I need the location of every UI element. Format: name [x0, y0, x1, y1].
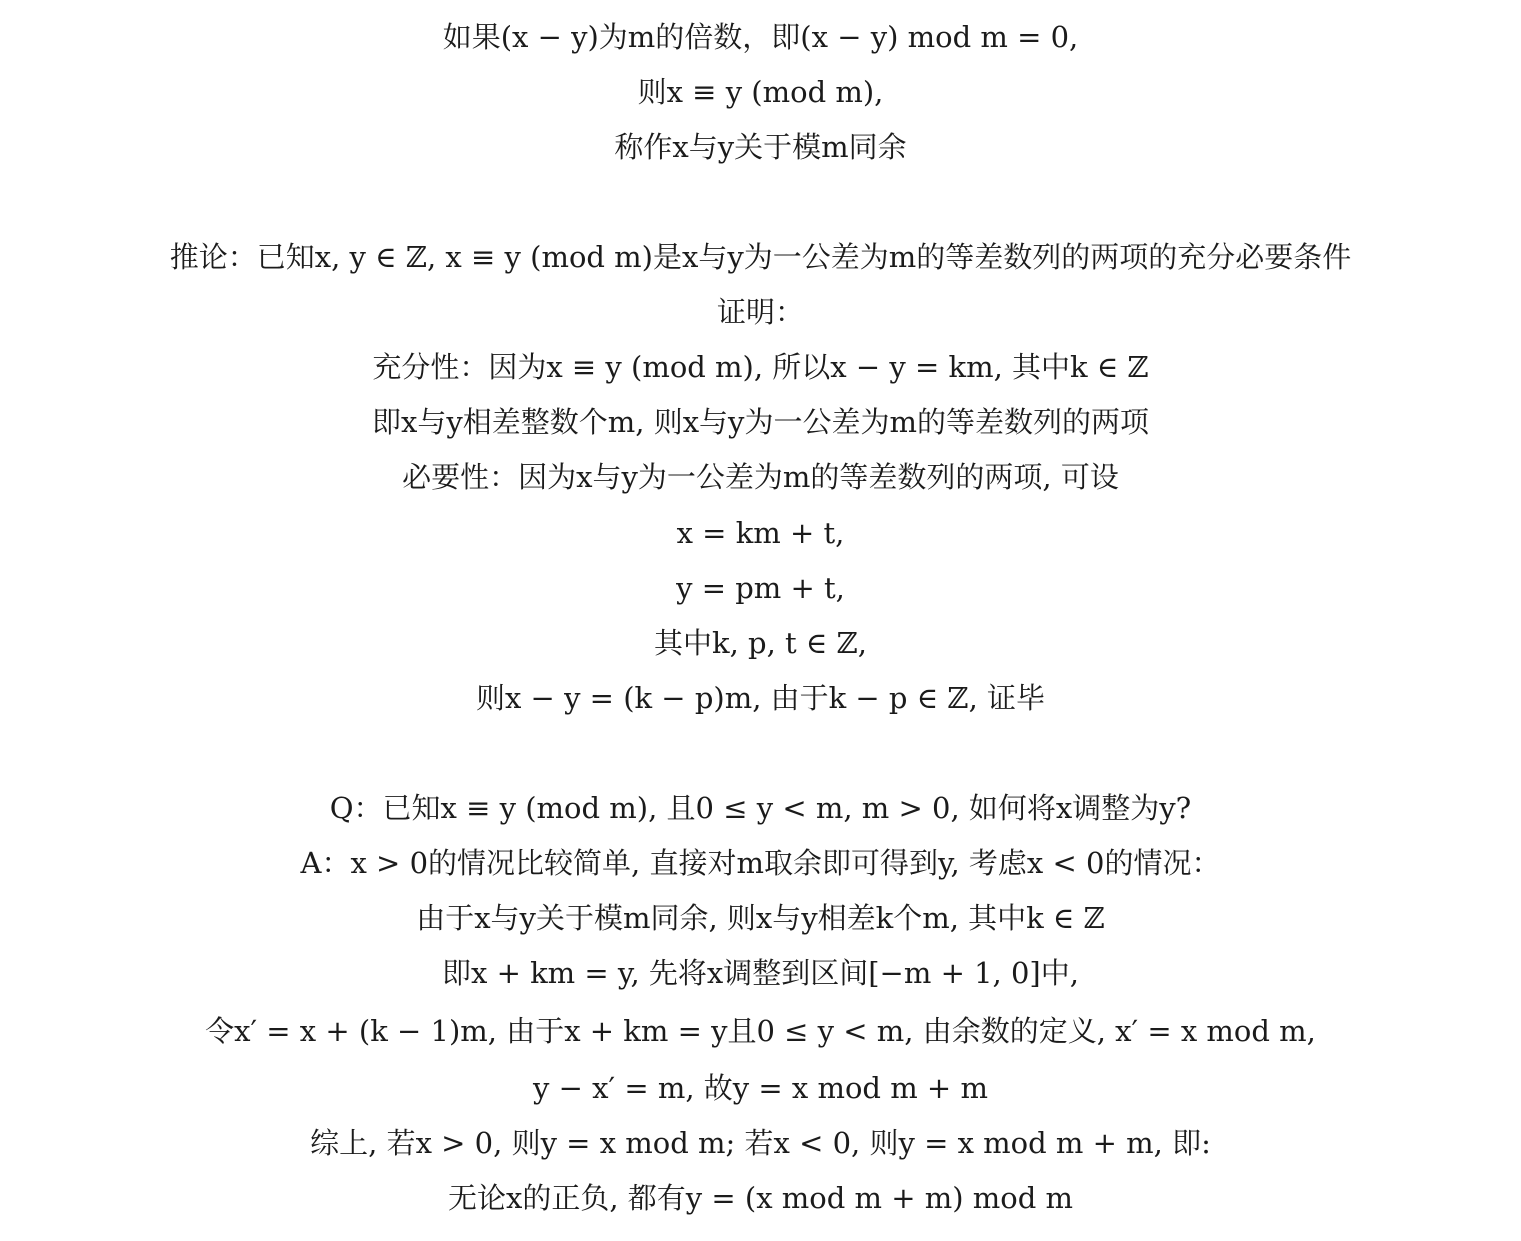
answer-line-4: 令x′ = x + (k − 1)m, 由于x + km = y且0 ≤ y < m, 由余数的定义, x′ = x mod m, — [205, 1014, 1316, 1048]
corollary-statement: 推论：已知x, y ∈ ℤ, x ≡ y (mod m)是x与y为一公差为m的等差数列的两项的充分必要条件 — [169, 240, 1352, 274]
necessity-line-1: 必要性：因为x与y为一公差为m的等差数列的两项, 可设 — [402, 460, 1119, 494]
necessity-equation-y: y = pm + t, — [676, 571, 845, 605]
proof-heading: 证明： — [716, 295, 804, 329]
answer-line-5: y − x′ = m, 故y = x mod m + m — [533, 1071, 988, 1105]
final-formula-line: 无论x的正负, 都有y = (x mod m + m) mod m — [447, 1181, 1074, 1215]
sufficiency-line-2: 即x与y相差整数个m, 则x与y为一公差为m的等差数列的两项 — [372, 405, 1149, 439]
answer-line-1: A：x > 0的情况比较简单, 直接对m取余即可得到y, 考虑x < 0的情况： — [300, 846, 1221, 880]
summary-line: 综上, 若x > 0, 则y = x mod m; 若x < 0, 则y = x mod m + m, 即: — [310, 1126, 1211, 1160]
definition-line-1: 如果(x − y)为m的倍数，即(x − y) mod m = 0, — [442, 20, 1079, 54]
sufficiency-line-1: 充分性：因为x ≡ y (mod m), 所以x − y = km, 其中k ∈ ℤ — [372, 350, 1149, 384]
definition-line-2: 则x ≡ y (mod m), — [637, 75, 884, 109]
necessity-condition: 其中k, p, t ∈ ℤ, — [654, 626, 867, 660]
definition-line-3: 称作x与y关于模m同余 — [614, 130, 907, 164]
answer-line-3: 即x + km = y, 先将x调整到区间[−m + 1, 0]中, — [442, 956, 1079, 990]
answer-line-2: 由于x与y关于模m同余, 则x与y相差k个m, 其中k ∈ ℤ — [416, 901, 1105, 935]
proof-conclusion: 则x − y = (k − p)m, 由于k − p ∈ ℤ, 证毕 — [475, 681, 1046, 715]
necessity-equation-x: x = km + t, — [676, 516, 845, 550]
question-line: Q：已知x ≡ y (mod m), 且0 ≤ y < m, m > 0, 如何将x调整为y? — [329, 791, 1192, 825]
